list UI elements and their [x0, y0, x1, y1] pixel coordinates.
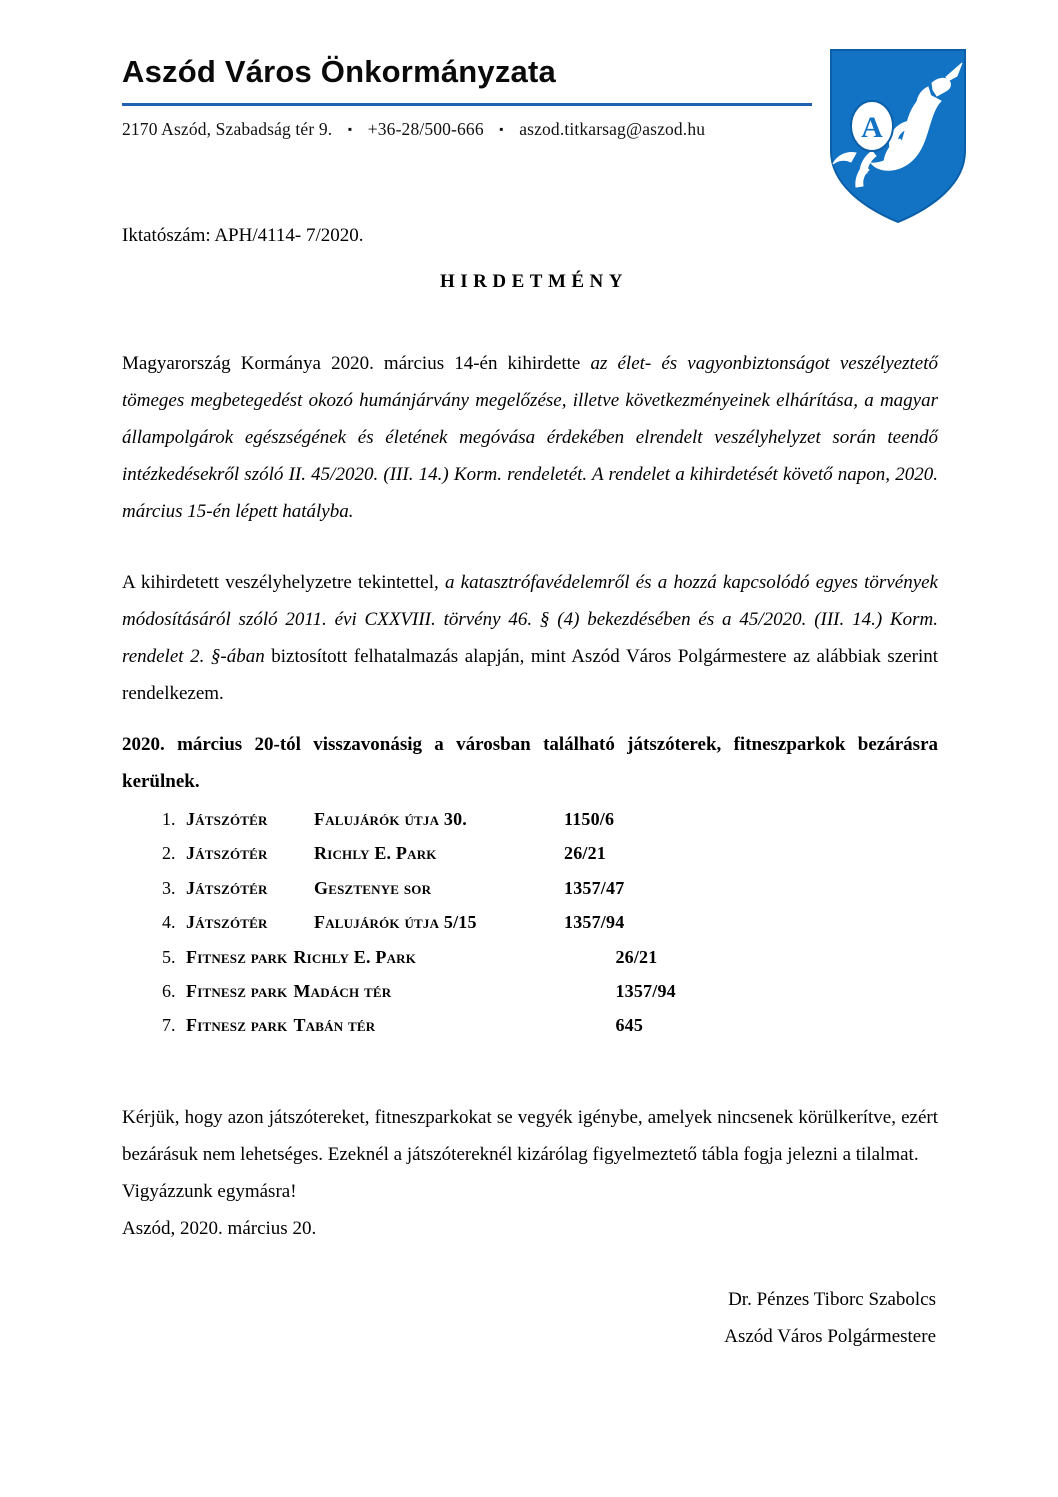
paragraph-2-lead: A kihirdetett veszélyhelyzetre tekintettel,	[122, 571, 445, 593]
facility-lot: 1357/94	[564, 912, 625, 933]
paragraph-4: Kérjük, hogy azon játszótereket, fitneszparkokat se vegyék igénybe, amelyek nincsenek körülkerítve, ezért bezárásuk nem lehetséges. Ezeknél a játszótereknél kizárólag figyelmeztető tábla fogja jelezni a tilalmat.	[122, 1106, 938, 1165]
list-item	[180, 944, 938, 972]
svg-text:A: A	[861, 111, 883, 144]
document-body	[122, 222, 938, 1355]
signer-title: Aszód Város Polgármestere	[724, 1325, 936, 1347]
facility-name: Gesztenye sor	[314, 877, 432, 898]
facility-type: 1. Játszótér	[186, 809, 268, 830]
document-heading: HIRDETMÉNY	[439, 270, 628, 292]
signer-name: Dr. Pénzes Tiborc Szabolcs	[728, 1288, 936, 1310]
facility-name: Madách tér	[293, 980, 392, 1001]
email-text: aszod.titkarsag@aszod.hu	[519, 119, 706, 140]
list-item	[180, 1012, 938, 1040]
list-item	[180, 909, 938, 937]
facility-type: 6. Fitnesz park	[186, 980, 288, 1001]
paragraph-1-lead: Magyarország Kormánya 2020. március 14-én kihirdette	[122, 352, 591, 374]
list-item	[180, 978, 938, 1006]
place-and-date: Aszód, 2020. március 20.	[122, 1217, 317, 1239]
facility-type: 5. Fitnesz park	[186, 946, 288, 967]
separator-bullet-1: ▪	[347, 122, 353, 137]
paragraph-2	[122, 564, 938, 712]
list-item	[180, 875, 938, 903]
paragraph-1	[122, 345, 938, 530]
monogram-badge	[851, 101, 893, 151]
facility-type: 2. Játszótér	[186, 843, 268, 864]
facility-lot: 645	[615, 1015, 644, 1036]
organization-title: Aszód Város Önkormányzata	[122, 54, 556, 89]
facility-name: Falujárók útja 30.	[314, 809, 467, 830]
header-divider	[122, 103, 812, 106]
coat-of-arms-icon	[828, 47, 968, 225]
coat-of-arms	[828, 47, 968, 225]
facility-name: Richly E. Park	[314, 843, 437, 864]
facility-name: Richly E. Park	[293, 946, 417, 967]
facility-type: 4. Játszótér	[186, 912, 268, 933]
list-item	[180, 840, 938, 868]
separator-bullet-2: ▪	[499, 122, 504, 137]
signature-block	[122, 1281, 938, 1355]
contact-line	[122, 119, 802, 140]
letterhead	[122, 55, 802, 140]
facility-type: 7. Fitnesz park	[186, 1015, 288, 1036]
facility-lot: 26/21	[564, 843, 607, 864]
facility-name: Tabán tér	[293, 1015, 376, 1036]
facility-lot: 1150/6	[564, 809, 615, 830]
facility-lot: 26/21	[615, 946, 658, 967]
paragraph-5: Vigyázzunk egymásra!	[122, 1180, 297, 1202]
paragraph-3-closure-notice: 2020. március 20-tól visszavonásig a városban található játszóterek, fitneszparkok bezárásra kerülnek.	[122, 733, 938, 792]
facility-list	[122, 806, 938, 1040]
phone-text: +36-28/500-666	[367, 119, 484, 140]
facility-name: Falujárók útja 5/15	[314, 912, 477, 933]
list-item	[180, 806, 938, 834]
address-text: 2170 Aszód, Szabadság tér 9.	[122, 119, 333, 140]
facility-lot: 1357/47	[564, 877, 625, 898]
registration-number: Iktatószám: APH/4114- 7/2020.	[122, 225, 364, 246]
paragraph-2-italic: a katasztrófavédelemről és a hozzá kapcsolódó egyes törvények módosításáról szóló 2011. évi CXXVIII. törvény 46. § (4) bekezdésében és a 45/2020. (III. 14.) Korm. rendelet 2. §-ában	[122, 571, 938, 667]
paragraph-2-tail: biztosított felhatalmazás alapján, mint Aszód Város Polgármestere az alábbiak szerint rendelkezem.	[122, 645, 939, 704]
facility-lot: 1357/94	[615, 980, 676, 1001]
facility-type: 3. Játszótér	[186, 877, 268, 898]
paragraph-1-italic: az élet- és vagyonbiztonságot veszélyeztető tömeges megbetegedést okozó humánjárvány megelőzése, illetve következményeinek elhárítása, a magyar állampolgárok egészségének és életének megóvása érdekében elrendelt veszélyhelyzet során teendő intézkedésekről szóló II. 45/2020. (III. 14.) Korm. rendeletét. A rendelet a kihirdetését követő napon, 2020. március 15-én lépett hatályba.	[122, 352, 938, 522]
